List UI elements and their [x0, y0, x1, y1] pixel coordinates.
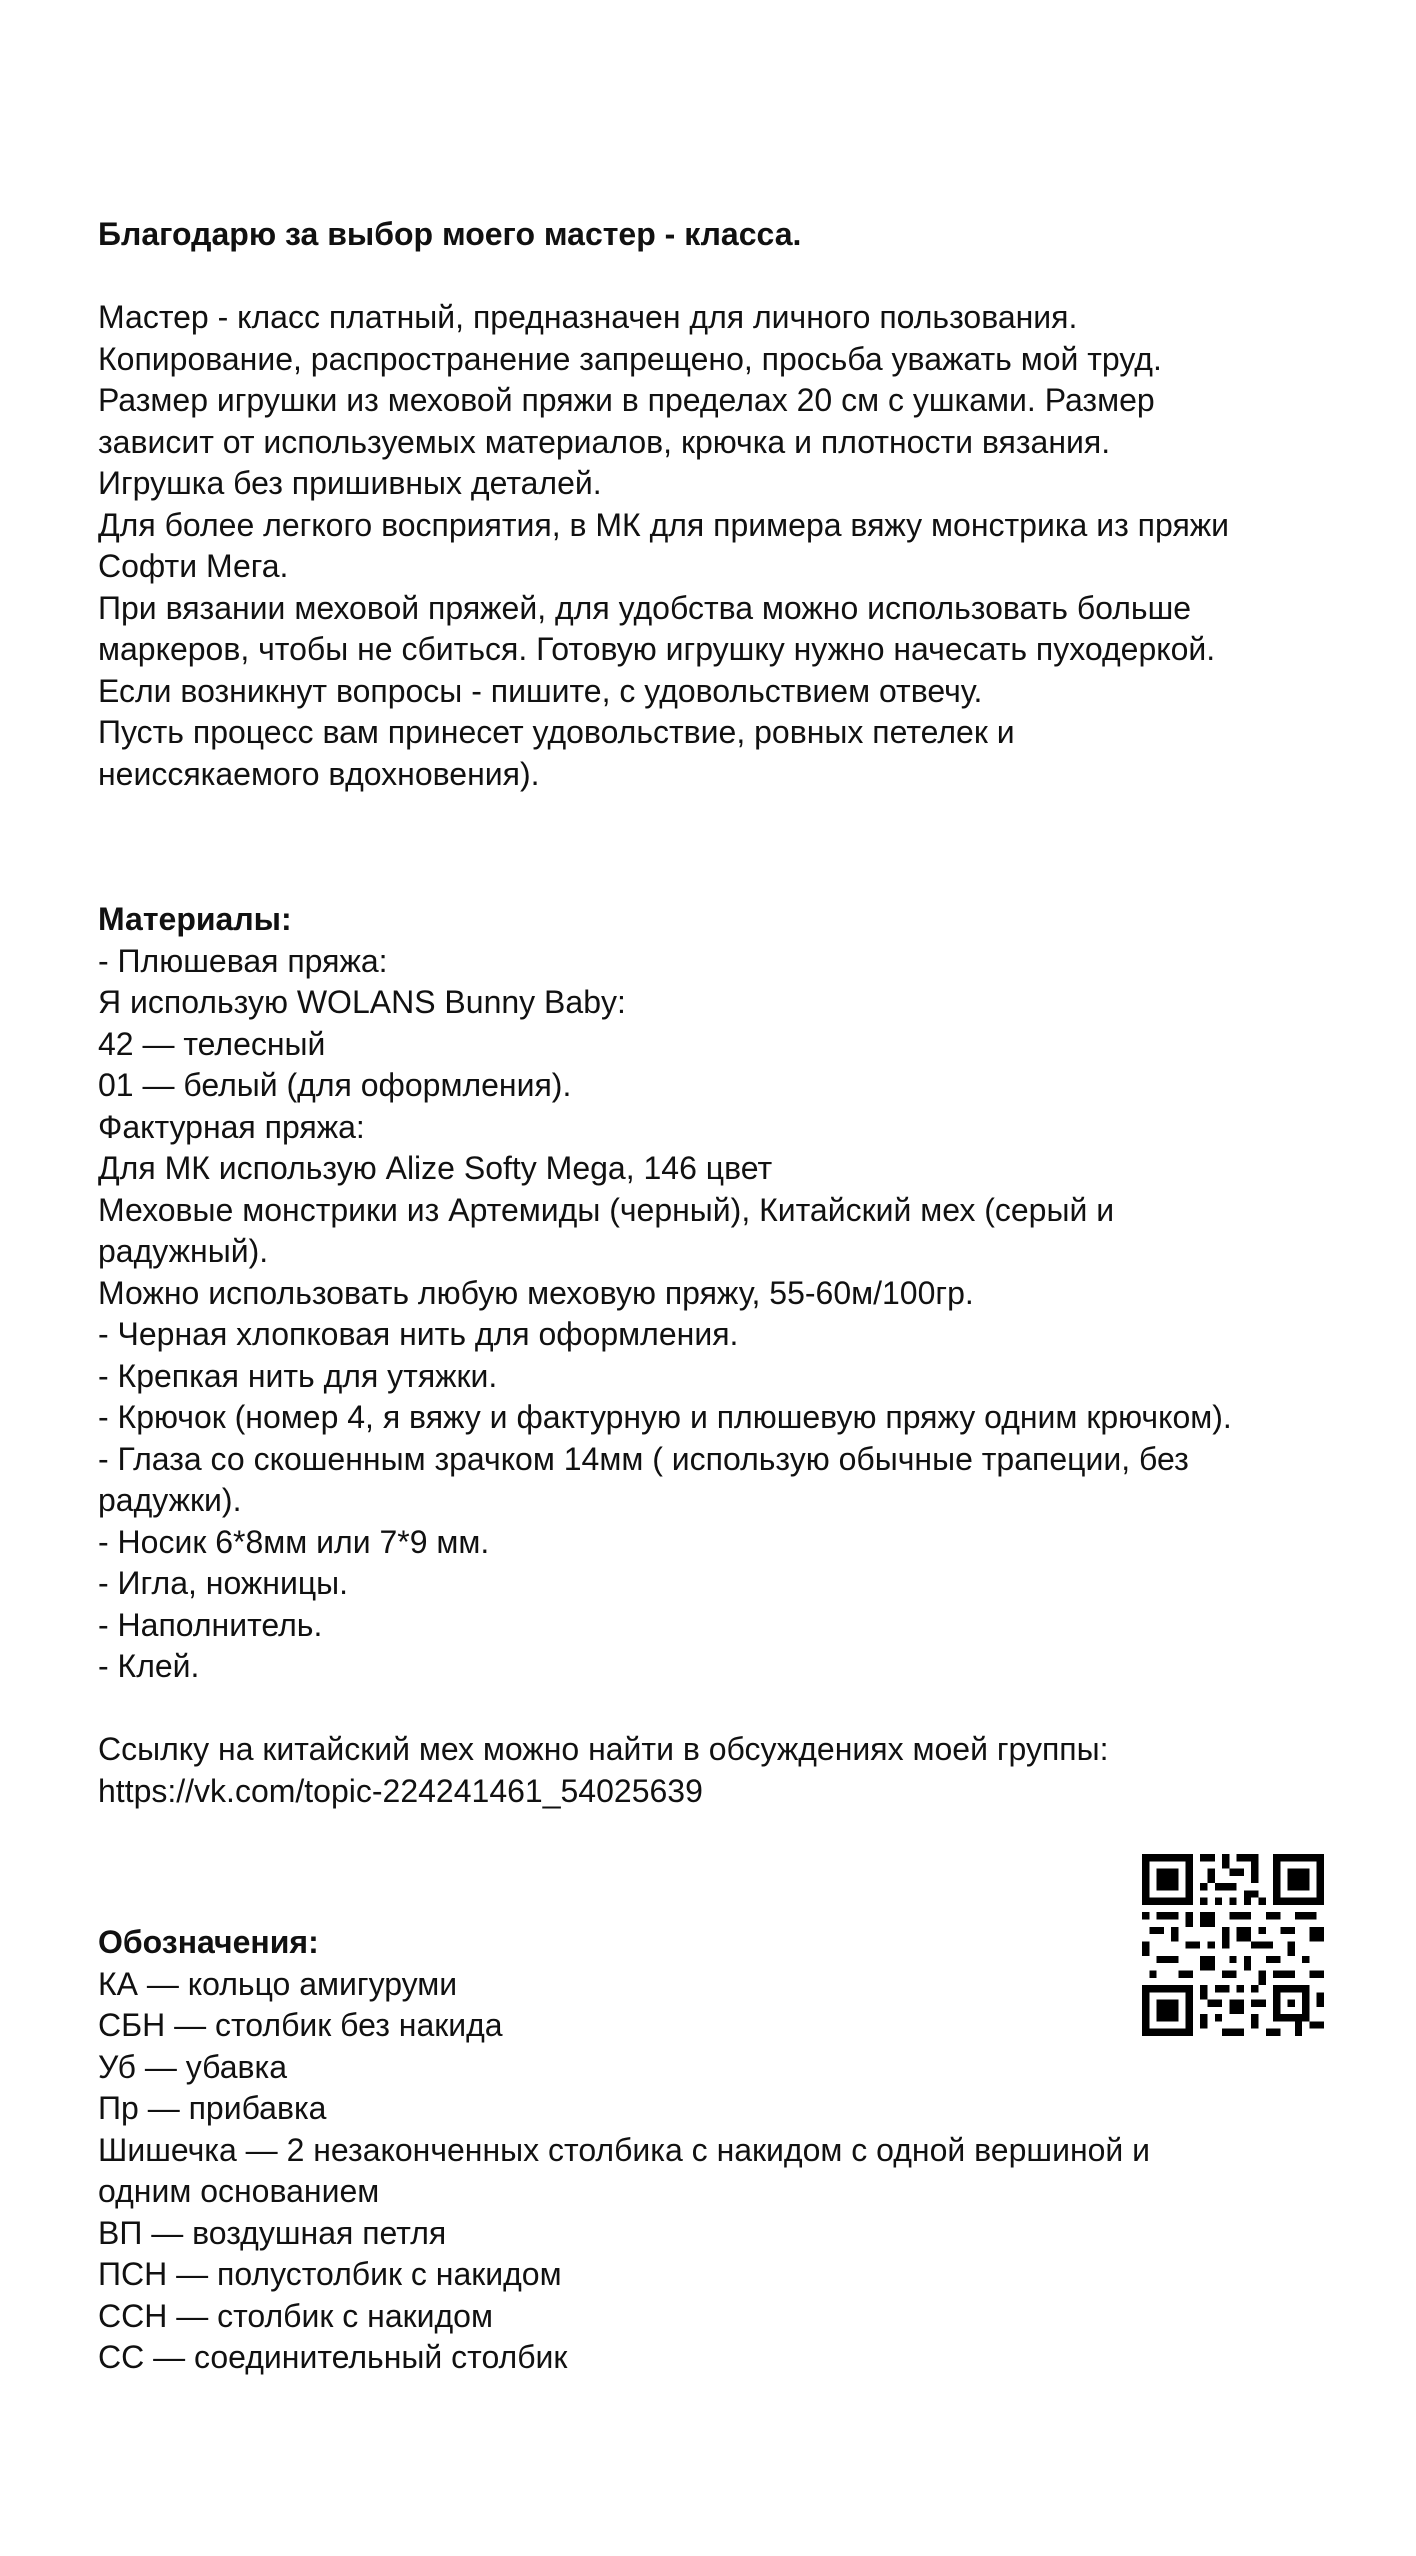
legend-title: Обозначения:	[98, 1924, 319, 1960]
materials-line: - Крепкая нить для утяжки.	[98, 1357, 498, 1394]
materials-section	[98, 899, 1338, 1688]
materials-line: Меховые монстрики из Артемиды (черный), Китайский мех (серый и	[98, 1191, 1115, 1228]
intro-section	[98, 214, 1338, 795]
materials-title: Материалы:	[98, 901, 292, 937]
intro-line: Если возникнут вопросы - пишите, с удовольствием отвечу.	[98, 672, 983, 709]
intro-line: маркеров, чтобы не сбиться. Готовую игрушку нужно начесать пуходеркой.	[98, 631, 1216, 667]
qr-code-icon	[1142, 1854, 1324, 2036]
materials-line: - Клей.	[98, 1648, 200, 1684]
materials-line: радужки).	[98, 1482, 242, 1518]
legend-line: Пр — прибавка	[98, 2090, 327, 2126]
legend-line: КА — кольцо амигуруми	[98, 1965, 458, 2002]
intro-line: Для более легкого восприятия, в МК для примера вяжу монстрика из пряжи	[98, 506, 1230, 543]
materials-line: 42 — телесный	[98, 1025, 326, 1062]
intro-title: Благодарю за выбор моего мастер - класса.	[98, 216, 802, 252]
legend-line: ПСН — полустолбик с накидом	[98, 2256, 562, 2292]
legend-line: ВП — воздушная петля	[98, 2214, 447, 2251]
materials-line: 01 — белый (для оформления).	[98, 1067, 572, 1103]
materials-line: - Игла, ножницы.	[98, 1565, 349, 1601]
intro-line: При вязании меховой пряжей, для удобства можно использовать больше	[98, 589, 1192, 626]
legend-line: ССН — столбик с накидом	[98, 2297, 493, 2334]
intro-line: Мастер - класс платный, предназначен для личного пользования.	[98, 299, 1078, 335]
materials-line: Для МК использую Alize Softy Mega, 146 цвет	[98, 1150, 773, 1186]
link-section	[98, 1729, 1338, 1812]
intro-line: Пусть процесс вам принесет удовольствие, ровных петелек и	[98, 714, 1015, 750]
materials-line: Фактурная пряжа:	[98, 1108, 365, 1145]
legend-line: одним основанием	[98, 2173, 380, 2209]
link-text: Ссылку на китайский мех можно найти в обсуждениях моей группы:	[98, 1731, 1109, 1767]
intro-line: неиссякаемого вдохновения).	[98, 755, 540, 792]
legend-line: СБН — столбик без накида	[98, 2007, 503, 2043]
materials-line: - Глаза со скошенным зрачком 14мм ( использую обычные трапеции, без	[98, 1440, 1189, 1477]
legend-line: СС — соединительный столбик	[98, 2339, 568, 2375]
intro-line: Софти Мега.	[98, 548, 289, 584]
legend-section	[98, 1922, 1338, 2379]
materials-line: Я использую WOLANS Bunny Baby:	[98, 984, 626, 1020]
materials-line: Можно использовать любую меховую пряжу, 55-60м/100гр.	[98, 1274, 974, 1311]
intro-line: зависит от используемых материалов, крючка и плотности вязания.	[98, 423, 1111, 460]
materials-line: - Плюшевая пряжа:	[98, 942, 388, 979]
intro-line: Размер игрушки из меховой пряжи в пределах 20 см с ушками. Размер	[98, 382, 1155, 418]
materials-line: - Крючок (номер 4, я вяжу и фактурную и плюшевую пряжу одним крючком).	[98, 1399, 1232, 1435]
intro-line: Игрушка без пришивных деталей.	[98, 465, 602, 501]
legend-line: Уб — убавка	[98, 2048, 287, 2085]
group-link[interactable]: https://vk.com/topic-224241461_54025639	[98, 1772, 703, 1809]
intro-line: Копирование, распространение запрещено, просьба уважать мой труд.	[98, 340, 1162, 377]
materials-line: - Наполнитель.	[98, 1606, 323, 1643]
materials-line: - Черная хлопковая нить для оформления.	[98, 1316, 739, 1352]
document-page	[98, 214, 1338, 2379]
materials-line: - Носик 6*8мм или 7*9 мм.	[98, 1523, 490, 1560]
materials-line: радужный).	[98, 1233, 269, 1269]
legend-line: Шишечка — 2 незаконченных столбика с накидом с одной вершиной и	[98, 2131, 1151, 2168]
